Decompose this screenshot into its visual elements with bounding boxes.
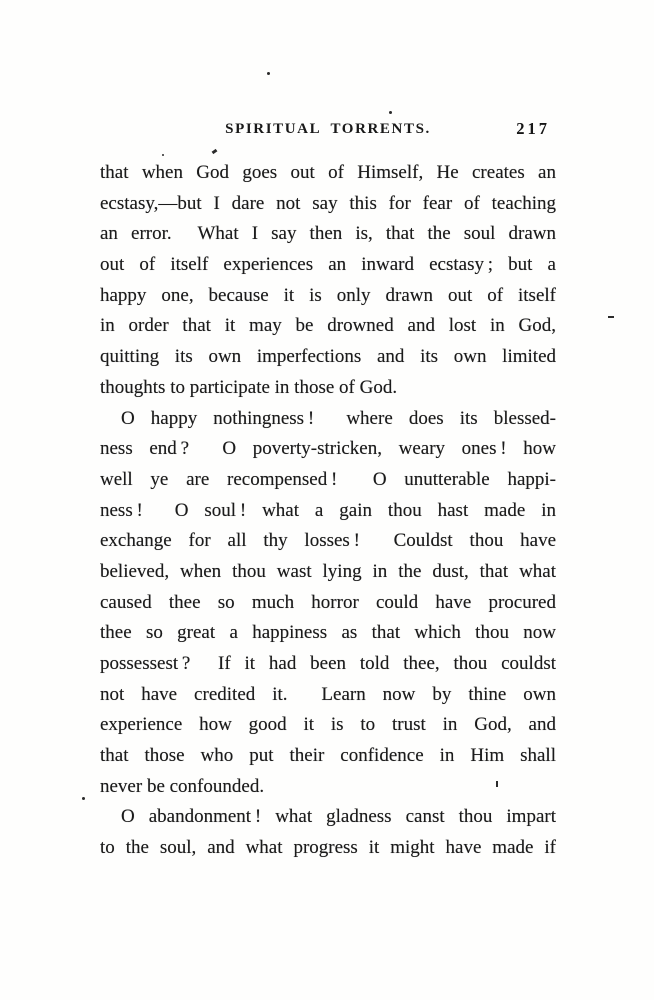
text-line: ecstasy,—but I dare not say this for fear of teaching	[100, 192, 556, 214]
text-line: never be confounded.	[100, 775, 265, 797]
text-line: caused thee so much horror could have procured	[100, 591, 556, 613]
scan-speck	[82, 797, 85, 800]
scan-speck	[608, 316, 614, 318]
paragraph	[100, 158, 556, 404]
scan-speck	[162, 154, 164, 156]
paragraph	[100, 802, 556, 863]
text-line: an error. What I say then is, that the soul drawn	[100, 223, 556, 245]
text-line: ness end ? O poverty-stricken, weary ones ! how	[100, 438, 556, 460]
scan-speck	[267, 72, 270, 75]
text-line: O happy nothingness ! where does its blessed-	[121, 407, 556, 429]
text-line: that those who put their confidence in Him shall	[100, 745, 556, 767]
scan-speck	[496, 781, 498, 787]
text-line: in order that it may be drowned and lost in God,	[100, 315, 556, 337]
text-line: exchange for all thy losses ! Couldst thou have	[100, 530, 556, 552]
text-line: to the soul, and what progress it might have made if	[100, 837, 556, 859]
text-line: happy one, because it is only drawn out of itself	[100, 284, 556, 306]
text-line: well ye are recompensed ! O unutterable happi-	[100, 468, 556, 490]
text-line: thee so great a happiness as that which thou now	[100, 622, 556, 644]
text-line: experience how good it is to trust in God, and	[100, 714, 556, 736]
page-title: SPIRITUAL TORRENTS.	[225, 121, 431, 137]
text-line: O abandonment ! what gladness canst thou impart	[121, 806, 556, 828]
running-header	[100, 121, 556, 141]
scan-speck	[212, 149, 218, 154]
text-line: ness ! O soul ! what a gain thou hast made in	[100, 499, 556, 521]
text-line: that when God goes out of Himself, He creates an	[100, 162, 556, 183]
text-line: out of itself experiences an inward ecstasy ; but a	[100, 254, 556, 276]
scan-speck	[389, 111, 392, 114]
page-number: 217	[516, 119, 550, 138]
text-line: possessest ? If it had been told thee, thou couldst	[100, 653, 556, 674]
text-line: not have credited it. Learn now by thine own	[100, 683, 556, 705]
text-line: believed, when thou wast lying in the dust, that what	[100, 560, 556, 582]
body-text	[100, 158, 556, 864]
paragraph	[100, 404, 556, 803]
text-line: quitting its own imperfections and its own limited	[100, 346, 556, 368]
text-line: thoughts to participate in those of God.	[100, 376, 398, 398]
